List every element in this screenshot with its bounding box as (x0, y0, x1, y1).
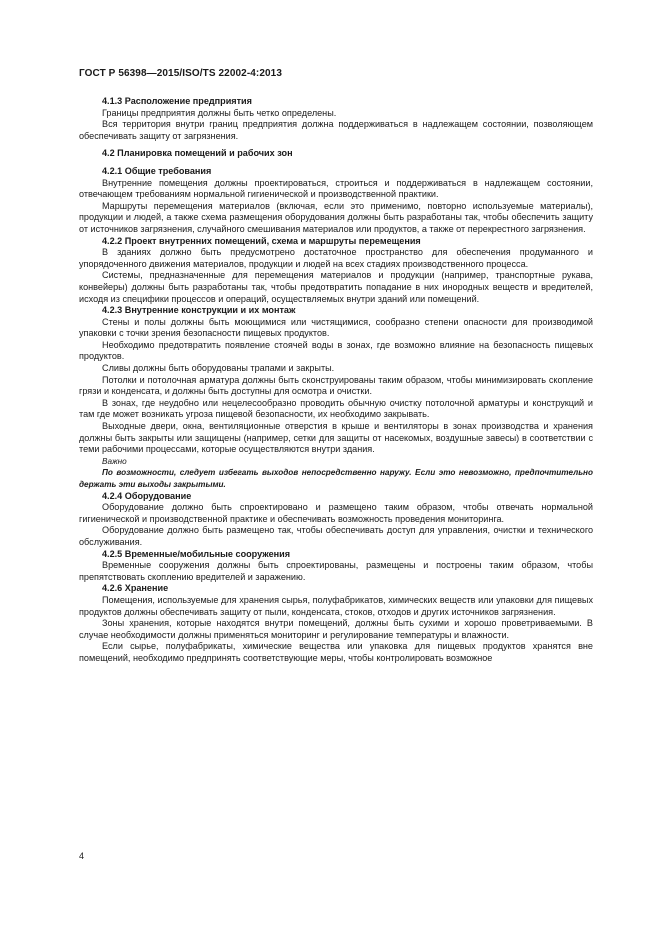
section-heading-4-2-3: 4.2.3 Внутренние конструкции и их монтаж (102, 305, 296, 316)
paragraph: Временные сооружения должны быть спроектированы, размещены и построены таким образом, чтобы препятствовать скоплению вредителей и заражению. (79, 560, 593, 582)
section-heading-4-2-2: 4.2.2 Проект внутренних помещений, схема и маршруты перемещения (102, 235, 421, 246)
paragraph: Оборудование должно быть спроектировано и размещено таким образом, чтобы отвечать нормальной гигиенической и производственной практике и обеспечивать возможность проведения мониторинга. (79, 502, 593, 524)
paragraph: Выходные двери, окна, вентиляционные отверстия в крыше и вентиляторы в зонах производства и хранения должны быть закрыты или защищены (например, сетки для защиты от насекомых, воздушные завесы) в соответствии с теми рабочими процессами, которые осуществляются внутри здания. (79, 421, 593, 455)
paragraph: Помещения, используемые для хранения сырья, полуфабрикатов, химических веществ или упаковки для пищевых продуктов должны обеспечивать защиту от пыли, конденсата, стоков, отходов и других источников загрязнения. (79, 594, 593, 617)
section-heading-4-2: 4.2 Планировка помещений и рабочих зон (102, 148, 293, 159)
document-header: ГОСТ Р 56398—2015/ISO/TS 22002-4:2013 (79, 68, 282, 79)
paragraph: В зданиях должно быть предусмотрено достаточное пространство для обеспечения продуманного и упорядоченного движения материалов, продукции и людей на всех стадиях производственного процесса. (79, 247, 593, 269)
note-title: Важно (102, 456, 127, 466)
section-heading-4-2-4: 4.2.4 Оборудование (102, 490, 192, 501)
paragraph: Маршруты перемещения материалов (включая, если это применимо, повторно используемые материалы), продукции и людей, а также схема размещения оборудования должны быть разработаны так, чтобы обеспечить защиту от источников загрязнения, случайного смешивания материалов или продуктов, а также от перекрестного загрязнения. (79, 200, 593, 234)
paragraph: Если сырье, полуфабрикаты, химические вещества или упаковка для пищевых продуктов хранятся вне помещений, необходимо предпринять соответствующие меры, чтобы контролировать возможное (79, 641, 593, 663)
paragraph: Оборудование должно быть размещено так, чтобы обеспечивать доступ для управления, очистки и технического обслуживания. (79, 525, 593, 547)
paragraph: Внутренние помещения должны проектироваться, строиться и поддерживаться в надлежащем состоянии, отвечающем требованиям нормальной гигиенической и производственной практики. (79, 177, 593, 200)
document-body (79, 96, 593, 665)
paragraph: Стены и полы должны быть моющимися или чистящимися, сообразно степени опасности для производимой упаковки с точки зрения безопасности пищевых продуктов. (79, 316, 593, 339)
paragraph: Системы, предназначенные для перемещения материалов и продукции (например, транспортные рукава, конвейеры) должны быть разработаны так, чтобы предотвратить попадание в них инородных веществ и вредителей, исходя из специфики процессов и операций, осуществляемых внутри зданий или помещений. (79, 270, 593, 304)
note-body: По возможности, следует избегать выходов непосредственно наружу. Если это невозможно, предпочтительно держать эти выходы закрытыми. (79, 468, 593, 489)
paragraph: В зонах, где неудобно или нецелесообразно проводить обычную очистку потолочной арматуры и конструкций и там где может возникать угроза пищевой безопасности, их необходимо закрывать. (79, 397, 593, 420)
section-heading-4-2-5: 4.2.5 Временные/мобильные сооружения (102, 548, 291, 559)
section-heading-4-1-3: 4.1.3 Расположение предприятия (102, 96, 252, 106)
paragraph: Вся территория внутри границ предприятия должна поддерживаться в надлежащем состоянии, позволяющем обеспечивать защиту от загрязнения. (79, 119, 593, 141)
section-heading-4-2-6: 4.2.6 Хранение (102, 583, 169, 594)
paragraph: Необходимо предотвратить появление стоячей воды в зонах, где возможно влияние на безопасность пищевых продуктов. (79, 339, 593, 362)
section-heading-4-2-1: 4.2.1 Общие требования (102, 165, 212, 176)
paragraph: Сливы должны быть оборудованы трапами и закрыты. (102, 363, 335, 374)
paragraph: Зоны хранения, которые находятся внутри помещений, должны быть сухими и хорошо проветриваемыми. В случае необходимости должны применяться мониторинг и регулирование температуры и влажности. (79, 618, 593, 640)
page-number: 4 (79, 851, 85, 861)
paragraph: Потолки и потолочная арматура должны быть сконструированы таким образом, чтобы минимизировать скопление грязи и конденсата, и должны быть доступны для осмотра и очистки. (79, 374, 593, 397)
paragraph: Границы предприятия должны быть четко определены. (102, 107, 337, 118)
